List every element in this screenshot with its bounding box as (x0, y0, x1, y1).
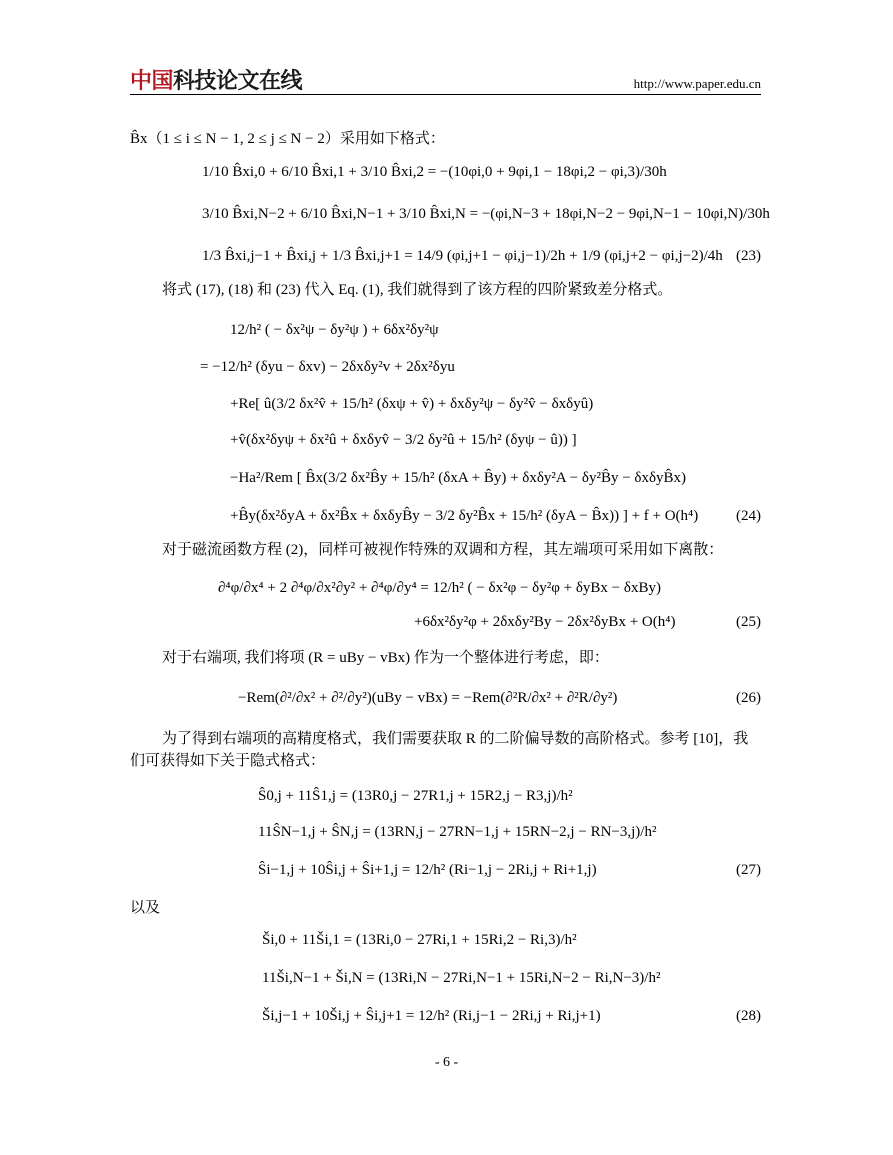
paragraph-4: 为了得到右端项的高精度格式，我们需要获取 R 的二阶偏导数的高阶格式。参考 [10]，我们可获得如下关于隐式格式： (130, 731, 749, 769)
intro-line: B̂x（1 ≤ i ≤ N − 1, 2 ≤ j ≤ N − 2）采用如下格式： (130, 131, 445, 147)
header-url: http://www.paper.edu.cn (633, 76, 761, 91)
eq27-line-3: Ŝi−1,j + 10Ŝi,j + Ŝi+1,j = 12/h² (Ri−1,j − 2Ri,j + Ri+1,j) (258, 862, 597, 878)
eq-number-24: (24) (736, 508, 761, 524)
site-logo (130, 68, 302, 96)
page-number: - 6 - (434, 1055, 459, 1070)
eq-number-23: (23) (736, 248, 761, 264)
eq24-line-3: +Re[ û(3/2 δx²v̂ + 15/h² (δxψ + v̂) + δxδy²ψ − δy²v̂ − δxδyû) (230, 396, 594, 412)
sentence-2: 对于磁流函数方程 (2)，同样可被视作特殊的双调和方程，其左端项可采用如下离散： (162, 542, 724, 558)
eq26-line: −Rem(∂²/∂x² + ∂²/∂y²)(uBy − vBx) = −Rem(∂²R/∂x² + ∂²R/∂y²) (238, 690, 618, 706)
eq27-line-2: 11ŜN−1,j + ŜN,j = (13RN,j − 27RN−1,j + 15RN−2,j − RN−3,j)/h² (258, 824, 657, 840)
eq24-line-6: +B̂y(δx²δyA + δx²B̂x + δxδyB̂y − 3/2 δy²B̂x + 15/h² (δyA − B̂x)) ] + f + O(h⁴) (230, 508, 699, 524)
eq25-line-2: +6δx²δy²φ + 2δxδy²By − 2δx²δyBx + O(h⁴) (414, 614, 676, 630)
eq24-line-5: −Ha²/Rem [ B̂x(3/2 δx²B̂y + 15/h² (δxA + B̂y) + δxδy²A − δy²B̂y − δxδyB̂x) (230, 470, 687, 486)
sentence-1: 将式 (17), (18) 和 (23) 代入 Eq. (1), 我们就得到了该方程的四阶紧致差分格式。 (162, 282, 673, 298)
eq-number-27: (27) (736, 862, 761, 878)
eq25-line-1: ∂⁴φ/∂x⁴ + 2 ∂⁴φ/∂x²∂y² + ∂⁴φ/∂y⁴ = 12/h² ( − δx²φ − δy²φ + δyBx − δxBy) (218, 580, 661, 596)
eq24-line-1: 12/h² ( − δx²ψ − δy²ψ ) + 6δx²δy²ψ (230, 322, 439, 338)
header-rule (130, 94, 761, 95)
eq23-line-1: 1/10 B̂xi,0 + 6/10 B̂xi,1 + 3/10 B̂xi,2 = −(10φi,0 + 9φi,1 − 18φi,2 − φi,3)/30h (202, 164, 667, 180)
eq-number-28: (28) (736, 1008, 761, 1024)
eq28-line-1: Ši,0 + 11Ši,1 = (13Ri,0 − 27Ri,1 + 15Ri,2 − Ri,3)/h² (262, 932, 577, 948)
eq-number-25: (25) (736, 614, 761, 630)
eq28-line-2: 11Ši,N−1 + Ši,N = (13Ri,N − 27Ri,N−1 + 15Ri,N−2 − Ri,N−3)/h² (262, 970, 661, 986)
eq24-line-4: +v̂(δx²δyψ + δx²û + δxδyv̂ − 3/2 δy²û + 15/h² (δyψ − û)) ] (230, 432, 577, 448)
eq23-line-3: 1/3 B̂xi,j−1 + B̂xi,j + 1/3 B̂xi,j+1 = 14/9 (φi,j+1 − φi,j−1)/2h + 1/9 (φi,j+2 − φi,j−2)/4h (202, 248, 723, 264)
eq-number-26: (26) (736, 690, 761, 706)
sentence-3: 对于右端项, 我们将项 (R = uBy − vBx) 作为一个整体进行考虑，即： (162, 650, 609, 666)
logo-black-text: 科技论文在线 (173, 69, 303, 94)
eq27-line-1: Ŝ0,j + 11Ŝ1,j = (13R0,j − 27R1,j + 15R2,j − R3,j)/h² (258, 788, 573, 804)
logo-red-text: 中国 (130, 69, 174, 94)
eq23-line-2: 3/10 B̂xi,N−2 + 6/10 B̂xi,N−1 + 3/10 B̂xi,N = −(φi,N−3 + 18φi,N−2 − 9φi,N−1 − 10φi,N)/30h (202, 206, 770, 222)
yiji-text: 以及 (130, 900, 161, 916)
eq28-line-3: Ši,j−1 + 10Ši,j + Ŝi,j+1 = 12/h² (Ri,j−1 − 2Ri,j + Ri,j+1) (262, 1008, 601, 1024)
eq24-line-2: = −12/h² (δyu − δxv) − 2δxδy²v + 2δx²δyu (200, 359, 455, 375)
